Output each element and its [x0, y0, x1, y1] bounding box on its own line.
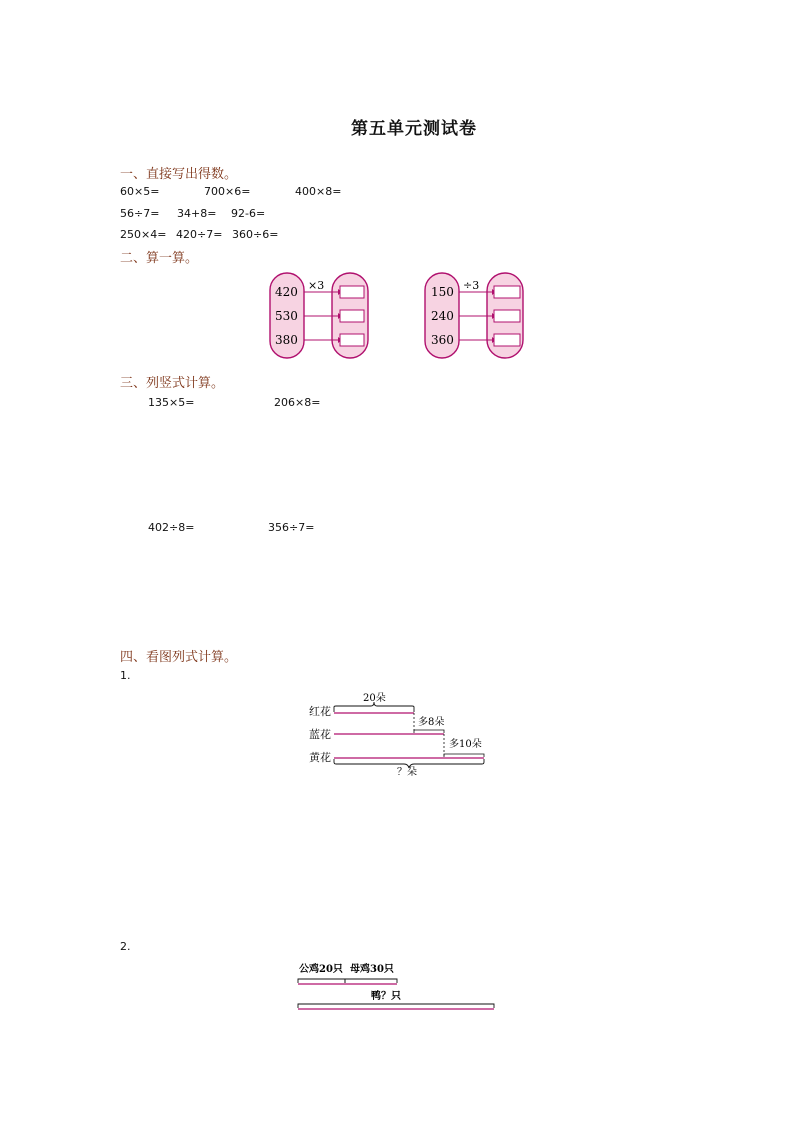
oral-problem: 400×8=: [295, 185, 342, 198]
left-input-value: 380: [275, 333, 298, 347]
chicken-duck-diagram: [298, 962, 494, 1009]
label-blue-flower: 蓝花: [309, 728, 331, 741]
answer-box[interactable]: [340, 310, 364, 322]
rooster-label: 公鸡20只: [299, 964, 343, 975]
oral-problem: 420÷7=: [176, 228, 223, 241]
question-number: 2.: [120, 940, 131, 953]
left-input-value: 420: [275, 285, 298, 299]
oral-problem: 60×5=: [120, 185, 160, 198]
vertical-problem: 402÷8=: [148, 521, 195, 534]
label-yellow-flower: 黄花: [309, 751, 331, 764]
section-4-heading: 四、看图列式计算。: [120, 650, 238, 665]
oral-problem: 360÷6=: [232, 228, 279, 241]
oral-problem: 250×4=: [120, 228, 167, 241]
duck-brace: [298, 1004, 494, 1008]
hen-brace: [345, 979, 397, 983]
left-input-value: 530: [275, 309, 298, 323]
oral-problem: 34+8=: [177, 207, 217, 220]
more-8-label: 多8朵: [418, 717, 445, 728]
more-10-brace: [444, 754, 484, 757]
right-input-value: 150: [431, 285, 454, 299]
right-input-value: 360: [431, 333, 454, 347]
more-10-label: 多10朵: [449, 739, 482, 750]
page-title: 第五单元测试卷: [351, 119, 477, 139]
right-input-value: 240: [431, 309, 454, 323]
answer-box[interactable]: [494, 286, 520, 298]
more-8-brace: [414, 730, 444, 733]
left-mapping-diagram: [270, 273, 368, 358]
oral-problem: 56÷7=: [120, 207, 160, 220]
answer-box[interactable]: [340, 286, 364, 298]
vertical-problem: 356÷7=: [268, 521, 315, 534]
bottom-brace-label: ？朵: [397, 767, 417, 778]
top-brace-label: 20朵: [363, 693, 386, 704]
answer-box[interactable]: [494, 334, 520, 346]
right-mapping-diagram: [425, 273, 523, 358]
section-2-heading: 二、算一算。: [120, 251, 199, 266]
vertical-problem: 135×5=: [148, 396, 195, 409]
right-operator: ÷3: [463, 279, 480, 292]
oral-problem: 700×6=: [204, 185, 251, 198]
answer-box[interactable]: [340, 334, 364, 346]
section-3-heading: 三、列竖式计算。: [120, 376, 225, 391]
hen-label: 母鸡30只: [350, 964, 394, 975]
answer-box[interactable]: [494, 310, 520, 322]
rooster-brace: [298, 979, 345, 983]
duck-label: 鸭？只: [371, 991, 401, 1002]
question-number: 1.: [120, 669, 131, 682]
section-1-heading: 一、直接写出得数。: [120, 167, 238, 182]
left-operator: ×3: [308, 279, 325, 292]
oral-problem: 92-6=: [231, 207, 266, 220]
vertical-problem: 206×8=: [274, 396, 321, 409]
label-red-flower: 红花: [309, 705, 331, 718]
flower-segment-diagram: [309, 692, 484, 778]
